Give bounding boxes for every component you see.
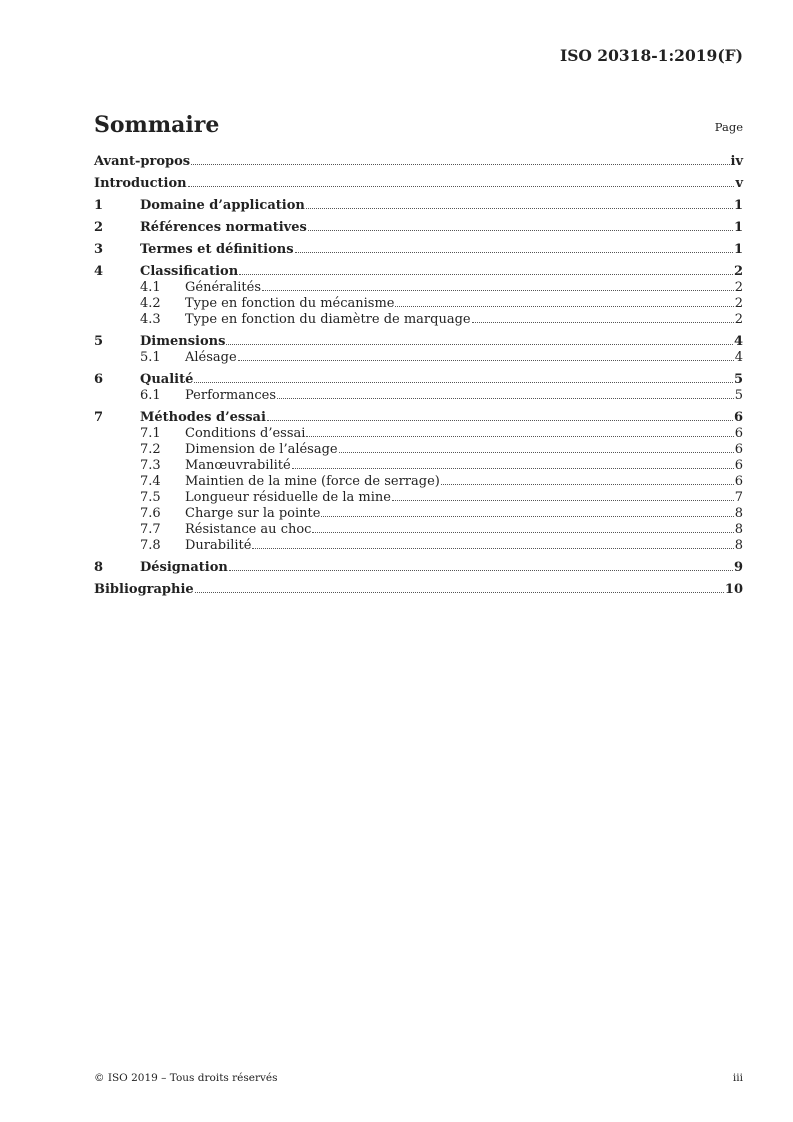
toc-entry-title: Type en fonction du diamètre de marquage <box>185 312 471 327</box>
toc-dot-leader <box>239 274 733 275</box>
toc-dot-leader <box>229 570 733 571</box>
toc-entry-page: 6 <box>734 458 743 473</box>
toc-entry[interactable] <box>94 506 743 522</box>
toc-dot-leader <box>226 344 733 345</box>
toc-entry-number: 7.3 <box>140 458 161 473</box>
toc-entry-page: 2 <box>734 312 743 327</box>
toc-entry-page: 2 <box>734 280 743 295</box>
toc-dot-leader <box>238 360 734 361</box>
toc-entry-title: Conditions d’essai <box>185 426 306 441</box>
toc-entry-page: 8 <box>734 506 743 521</box>
toc-entry-title: Qualité <box>140 372 194 387</box>
toc-entry-number: 5.1 <box>140 350 161 365</box>
toc-entry-page: 5 <box>733 372 743 387</box>
toc-title: Sommaire <box>94 112 220 138</box>
toc-entry-page: 4 <box>734 350 743 365</box>
toc-entry[interactable] <box>94 242 743 258</box>
toc-entry-page: 8 <box>734 522 743 537</box>
toc-entry-title: Alésage <box>185 350 237 365</box>
toc-entry-page: 2 <box>734 296 743 311</box>
toc-entry-title: Maintien de la mine (force de serrage) <box>185 474 440 489</box>
toc-entry-page: iv <box>730 154 743 169</box>
toc-dot-leader <box>195 592 724 593</box>
toc-entry-page: 5 <box>734 388 743 403</box>
toc-entry-title: Manœuvrabilité <box>185 458 291 473</box>
toc-entry-title: Généralités <box>185 280 262 295</box>
toc-entry[interactable] <box>94 442 743 458</box>
copyright-notice: © ISO 2019 – Tous droits réservés <box>94 1072 278 1084</box>
toc-entry-title: Type en fonction du mécanisme <box>185 296 395 311</box>
toc-entry[interactable] <box>94 410 743 426</box>
toc-entry[interactable] <box>94 334 743 350</box>
toc-entry-title: Dimensions <box>140 334 226 349</box>
toc-dot-leader <box>306 436 733 437</box>
toc-entry-number: 4.1 <box>140 280 161 295</box>
toc-entry-number: 7 <box>94 410 104 425</box>
toc-entry[interactable] <box>94 522 743 538</box>
page-column-label: Page <box>714 120 743 134</box>
toc-entry-number: 2 <box>94 220 104 235</box>
toc-entry-number: 7.7 <box>140 522 161 537</box>
toc-entry[interactable] <box>94 426 743 442</box>
toc-entry-title: Charge sur la pointe <box>185 506 321 521</box>
toc-entry-title: Introduction <box>94 176 187 191</box>
toc-entry-number: 7.4 <box>140 474 161 489</box>
toc-dot-leader <box>308 230 733 231</box>
toc-entry-title: Méthodes d’essai <box>140 410 266 425</box>
toc-entry[interactable] <box>94 280 743 296</box>
toc-dot-leader <box>188 186 735 187</box>
toc-entry-number: 7.8 <box>140 538 161 553</box>
toc-entry[interactable] <box>94 312 743 328</box>
toc-entry-title: Durabilité <box>185 538 252 553</box>
toc-entry-title: Résistance au choc <box>185 522 312 537</box>
toc-entry-number: 4.2 <box>140 296 161 311</box>
toc-entry-number: 7.6 <box>140 506 161 521</box>
document-reference: ISO 20318-1:2019(F) <box>559 46 743 65</box>
toc-entry[interactable] <box>94 388 743 404</box>
toc-entry-title: Dimension de l’alésage <box>185 442 338 457</box>
toc-entry-title: Longueur résiduelle de la mine <box>185 490 391 505</box>
toc-entry-number: 6.1 <box>140 388 161 403</box>
toc-dot-leader <box>295 252 733 253</box>
toc-dot-leader <box>262 290 734 291</box>
toc-entry-page: v <box>735 176 743 191</box>
toc-entry[interactable] <box>94 296 743 312</box>
toc-entry-number: 5 <box>94 334 104 349</box>
toc-entry-number: 1 <box>94 198 104 213</box>
toc-dot-leader <box>312 532 733 533</box>
toc-entry-page: 6 <box>734 474 743 489</box>
toc-entry-page: 6 <box>734 426 743 441</box>
toc-entry-number: 3 <box>94 242 104 257</box>
toc-dot-leader <box>321 516 733 517</box>
toc-entry-title: Domaine d’application <box>140 198 305 213</box>
toc-entry-page: 4 <box>733 334 743 349</box>
toc-entry[interactable] <box>94 490 743 506</box>
toc-entry[interactable] <box>94 264 743 280</box>
toc-entry[interactable] <box>94 458 743 474</box>
toc-dot-leader <box>339 452 734 453</box>
toc-dot-leader <box>292 468 734 469</box>
toc-entry[interactable] <box>94 154 743 170</box>
toc-entry-page: 1 <box>733 242 743 257</box>
toc-entry-number: 6 <box>94 372 104 387</box>
toc-entry-title: Termes et définitions <box>140 242 294 257</box>
toc-entry-page: 8 <box>734 538 743 553</box>
toc-entry-page: 9 <box>733 560 743 575</box>
toc-entry-page: 6 <box>733 410 743 425</box>
toc-entry-title: Bibliographie <box>94 582 194 597</box>
toc-entry[interactable] <box>94 350 743 366</box>
toc-entry-page: 6 <box>734 442 743 457</box>
toc-entry[interactable] <box>94 474 743 490</box>
toc-entry-page: 2 <box>733 264 743 279</box>
toc-entry-number: 7.2 <box>140 442 161 457</box>
toc-entry-number: 4.3 <box>140 312 161 327</box>
toc-dot-leader <box>267 420 733 421</box>
toc-entry-title: Avant-propos <box>94 154 191 169</box>
toc-entry-title: Performances <box>185 388 277 403</box>
toc-entry-number: 7.1 <box>140 426 161 441</box>
toc-dot-leader <box>392 500 734 501</box>
toc-entry[interactable] <box>94 582 743 598</box>
toc-entry-title: Classification <box>140 264 239 279</box>
page-number: iii <box>732 1072 743 1084</box>
toc-entry[interactable] <box>94 372 743 388</box>
toc-dot-leader <box>441 484 734 485</box>
toc-dot-leader <box>191 164 729 165</box>
toc-dot-leader <box>277 398 734 399</box>
toc-entry-page: 10 <box>724 582 743 597</box>
toc-entry-page: 7 <box>734 490 743 505</box>
toc-entry[interactable] <box>94 220 743 236</box>
toc-entry-number: 8 <box>94 560 104 575</box>
toc-entry[interactable] <box>94 198 743 214</box>
table-of-contents <box>94 154 743 598</box>
toc-dot-leader <box>472 322 734 323</box>
toc-dot-leader <box>306 208 733 209</box>
toc-dot-leader <box>395 306 733 307</box>
toc-entry[interactable] <box>94 176 743 192</box>
toc-entry-number: 7.5 <box>140 490 161 505</box>
toc-entry-page: 1 <box>733 198 743 213</box>
toc-entry-title: Désignation <box>140 560 228 575</box>
toc-title-row <box>94 112 743 140</box>
toc-entry[interactable] <box>94 560 743 576</box>
toc-entry-page: 1 <box>733 220 743 235</box>
toc-entry-number: 4 <box>94 264 104 279</box>
toc-entry[interactable] <box>94 538 743 554</box>
toc-dot-leader <box>194 382 733 383</box>
toc-dot-leader <box>252 548 733 549</box>
toc-entry-title: Références normatives <box>140 220 307 235</box>
